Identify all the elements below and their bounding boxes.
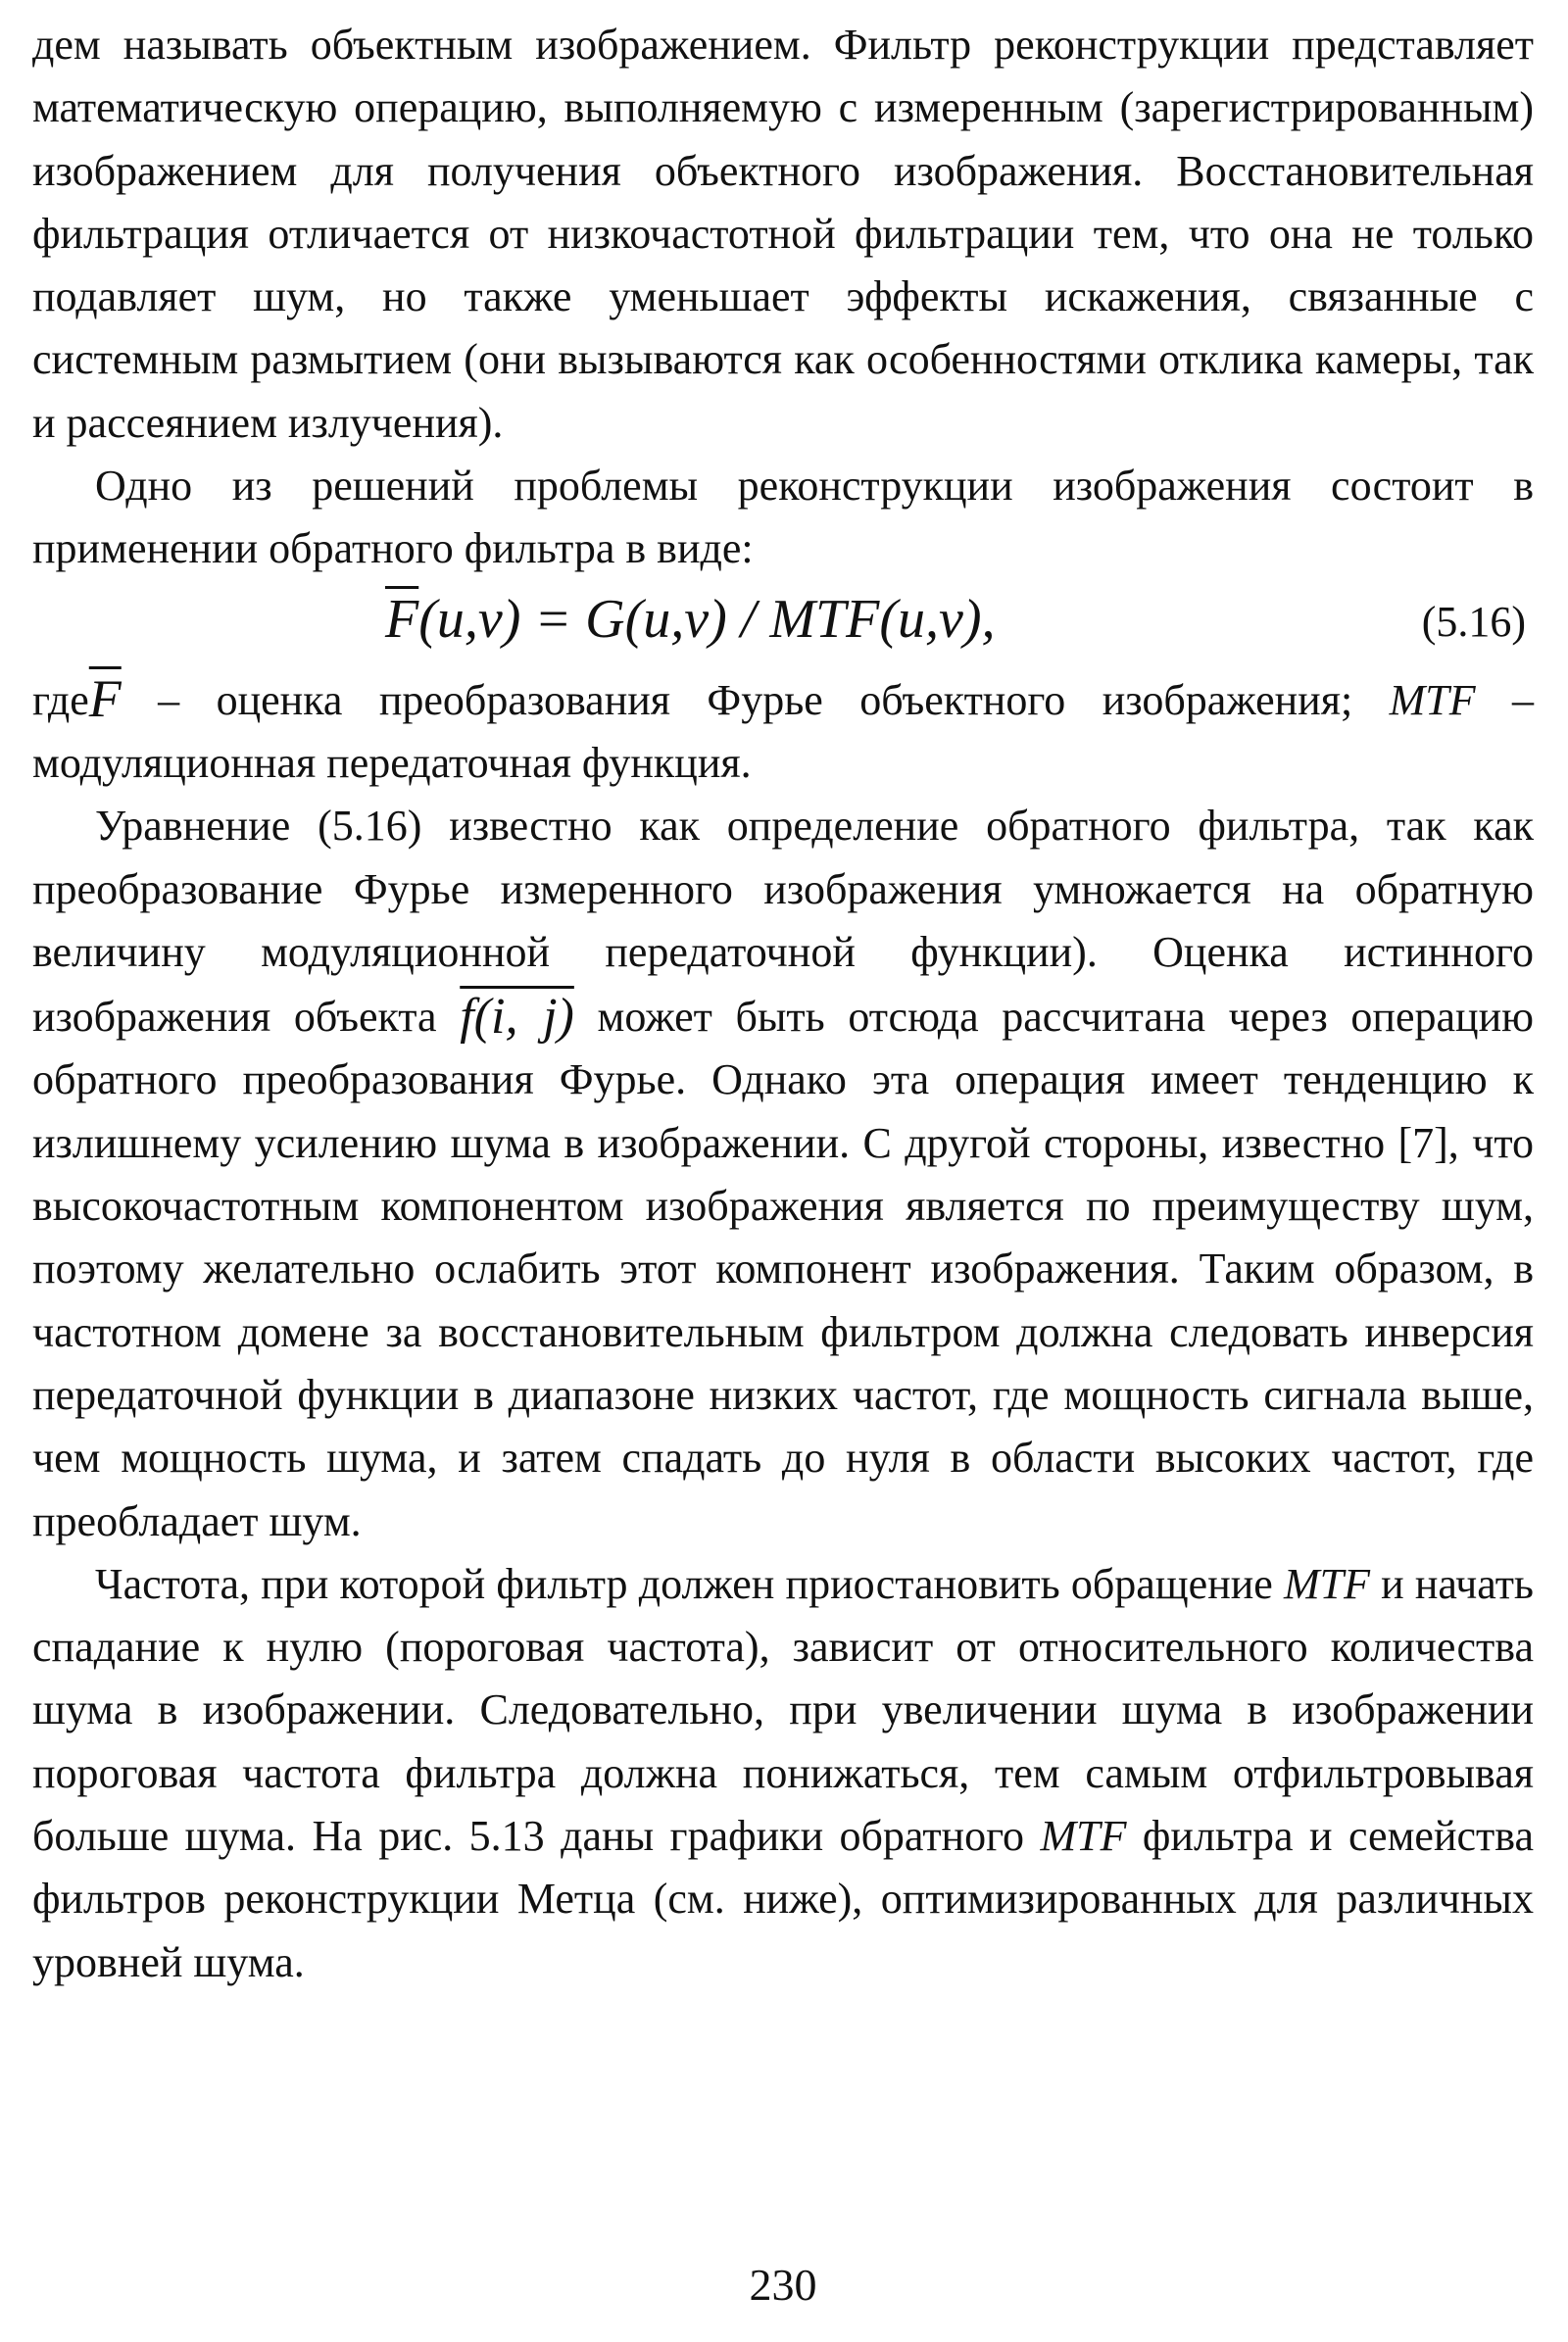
equation-number: (5.16) (1421, 597, 1526, 646)
paragraph-5-part-2: и начать спадание к нулю (пороговая частота), зависит от относительного количества шума в изображении. Следовательно, при увеличении шума в изображении пороговая частота фильтра должна понижаться, тем самым отфильтровывая больше шума. На рис. 5.13 даны графики обратного (32, 1559, 1534, 1861)
f-ij-symbol: f(i, j) (460, 989, 574, 1046)
mtf-term-2: MTF (1283, 1559, 1370, 1608)
paragraph-4 (32, 795, 1534, 1553)
mtf-definition: – модуляционная передаточная функция. (32, 675, 1534, 787)
mtf-term-3: MTF (1040, 1812, 1127, 1861)
equation-f-bar: $\overline{F}$ (385, 588, 419, 650)
paragraph-4-part-2: может быть отсюда рассчитана через операцию обратного преобразования Фурье. Однако эта операция имеет тенденцию к излишнему усилению шума в изображении. С другой стороны, известно [7], что высокочастотным компонентом изображения является по преимуществу шум, поэтому желательно ослабить этот компонент изображения. Таким образом, в частотном домене за восстановительным фильтром должна следовать инверсия передаточной функции в диапазоне низких частот, где мощность сигнала выше, чем мощность шума, и затем спадать до нуля в области высоких частот, где преобладает шум. (32, 993, 1534, 1545)
paragraph-5-part-3: фильтра и семейства фильтров реконструкции Метца (см. ниже), оптимизированных для различных уровней шума. (32, 1812, 1534, 1986)
where-word: где (32, 675, 89, 724)
paragraph-5 (32, 1553, 1534, 1994)
f-bar-definition: – оценка преобразования Фурье объектного изображения; (121, 675, 1353, 724)
f-bar-symbol: $\overline{F}$ (88, 668, 122, 728)
equation-5-16 (32, 581, 1534, 665)
paragraph-1: дем называть объектным изображением. Фильтр реконструкции представляет математическую операцию, выполняемую с измеренным (зарегистрированным) изображением для получения объектного изображения. Восстановительная фильтрация отличается от низкочастотной фильтрации тем, что она не только подавляет шум, но также уменьшает эффекты искажения, связанные с системным размытием (они вызываются как особенностями отклика камеры, так и рассеянием излучения). (32, 21, 1534, 447)
page-number: 230 (749, 2260, 817, 2310)
mtf-term: MTF (1389, 675, 1476, 724)
document-page (32, 14, 1534, 2326)
paragraph-3 (32, 665, 1534, 796)
paragraph-4-part-1: Уравнение (5.16) известно как определение обратного фильтра, так как преобразование Фурье измеренного изображения умножается на обратную величину модуляционной передаточной функции). Оценка истинного изображения объекта (32, 802, 1534, 1042)
equation-body (385, 585, 995, 654)
equation-expression: (u,v) = G(u,v) / MTF(u,v), (418, 588, 996, 650)
paragraph-5-part-1: Частота, при которой фильтр должен приостановить обращение (95, 1559, 1284, 1608)
paragraph-2: Одно из решений проблемы реконструкции изображения состоит в применении обратного фильтра в виде: (32, 462, 1534, 573)
